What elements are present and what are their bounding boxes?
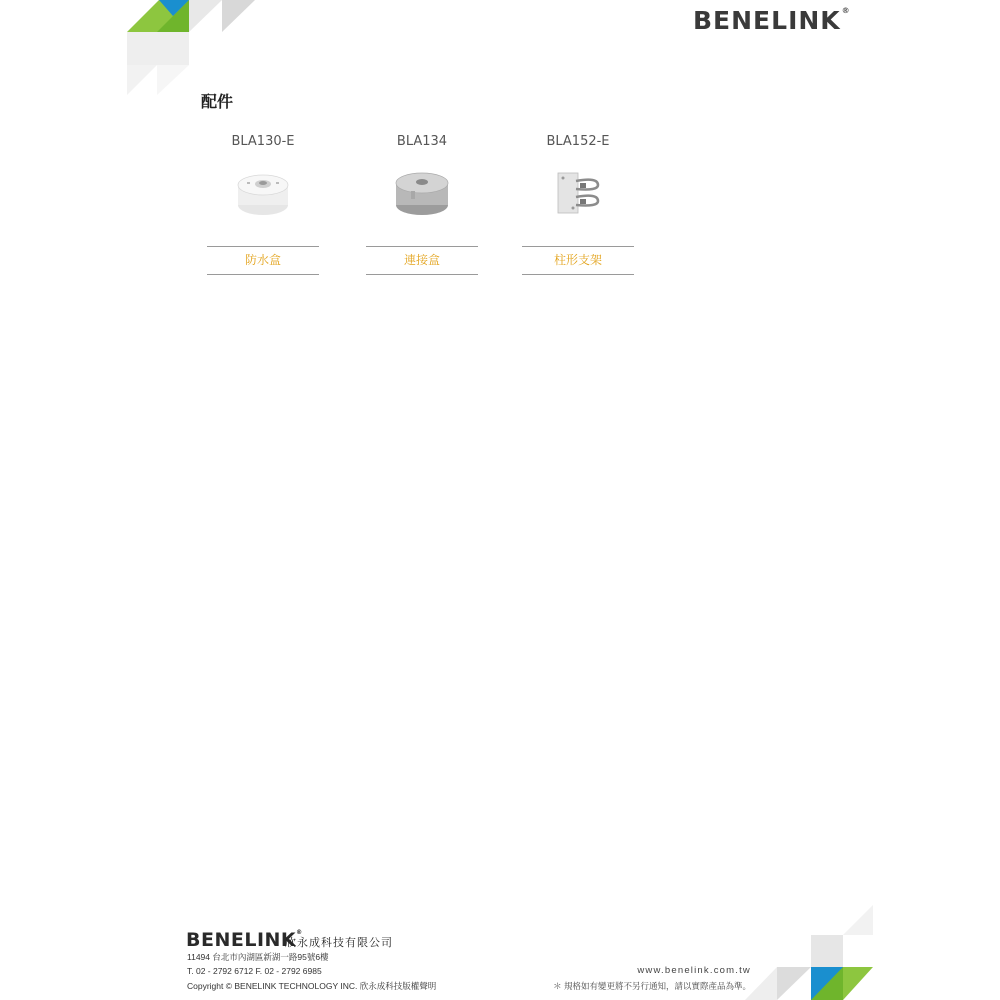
disclaimer-text: ＊ 規格如有變更將不另行通知，請以實際產品為準。 — [553, 981, 751, 991]
registered-mark: ® — [841, 6, 851, 15]
product-label: 防水盒 — [207, 246, 319, 275]
company-name: 欣永成科技有限公司 — [285, 936, 393, 949]
product-model: BLA152-E — [546, 134, 610, 149]
footer-logo-text: BENELINK — [186, 929, 297, 951]
brand-logo-text: BENELINK — [693, 6, 841, 35]
waterproof-box-image — [207, 161, 319, 223]
junction-box-image — [366, 161, 478, 223]
product-card — [207, 133, 319, 275]
product-card — [366, 133, 478, 275]
brand-logo — [693, 6, 851, 35]
company-address: 11494 台北市內湖區新湖一路95號6樓 — [187, 952, 329, 962]
registered-mark: ® — [296, 929, 303, 936]
company-phone: T. 02 - 2792 6712 F. 02 - 2792 6985 — [187, 966, 322, 976]
website-link[interactable]: www.benelink.com.tw — [637, 965, 751, 976]
product-model: BLA130-E — [231, 134, 295, 149]
section-title: 配件 — [201, 92, 234, 111]
copyright-text: Copyright © BENELINK TECHNOLOGY INC. 欣永成科技版權聲明 — [187, 981, 437, 991]
corner-decoration-top-left — [127, 0, 257, 95]
product-card — [522, 133, 634, 275]
product-model: BLA134 — [396, 134, 448, 149]
document-page — [127, 0, 873, 1000]
product-label: 柱形支架 — [522, 246, 634, 275]
corner-decoration-bottom-right — [745, 905, 873, 1000]
product-label: 連接盒 — [366, 246, 478, 275]
pole-mount-bracket-image — [522, 161, 634, 223]
